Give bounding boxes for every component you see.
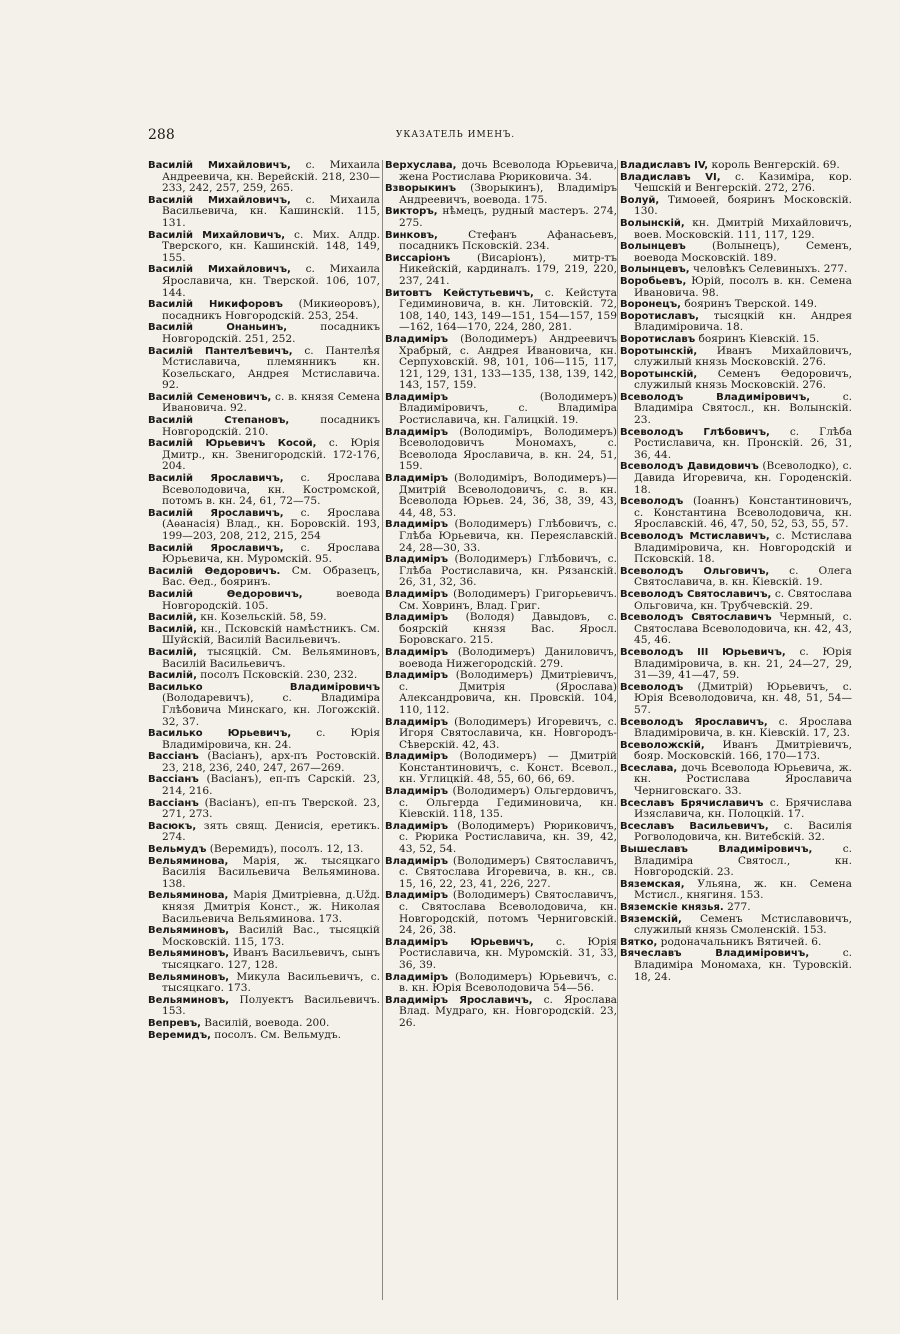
entry-headword: Владиславъ VI, (620, 171, 721, 183)
entry-text: Полуектъ Васильевичъ. 153. (162, 993, 381, 1018)
entry-text: Ульяна, ж. кн. Семена Мстисл., княгиня. 153. (634, 877, 852, 902)
entry-headword: Василій Никифоровъ (148, 299, 283, 311)
entry-headword: Вяземскіе князья. (620, 902, 724, 913)
entry-headword: Всеволодъ Святославичъ, (620, 588, 772, 600)
entry-headword: Василько Юрьевичъ, (148, 728, 292, 740)
entry-headword: Василій Степановъ, (148, 415, 290, 427)
entry-text: бояринъ Кіевскій. 15. (698, 332, 820, 345)
entry-headword: Василій, (148, 623, 197, 635)
entry-text: Иванъ Михайловичъ, служилый князь Московскій. 276. (634, 344, 852, 369)
entry-text: (Іоаннъ) Константиновичъ, с. Константина Всеволодовича, кн. Ярославскій. 46, 47, 50, 52, 53, 55, 57. (634, 495, 852, 531)
entry-text: (Володимеръ) Святославичъ, с. Святослава Всеволодовича, кн. Новгородскій, потомъ Черниговскій. 24, 26, 38. (399, 889, 617, 937)
entry-headword: Владиміръ (385, 519, 449, 531)
index-entry (148, 751, 380, 774)
entry-text: с. Ярослава (Аѳанасія) Влад., кн. Боровскій. 193, 199—203, 208, 212, 215, 254 (162, 506, 380, 542)
entry-headword: Всеславъ Васильевичъ, (620, 820, 769, 832)
index-entry (148, 890, 380, 925)
entry-headword: Вельяминова, (148, 890, 229, 902)
index-columns (148, 160, 868, 1310)
index-column-2 (385, 160, 617, 1030)
entry-text: (Володимеръ) Даниловичъ, воевода Нижегородскій. 279. (399, 645, 617, 670)
index-entry (148, 798, 380, 821)
entry-headword: Всеславъ Брячиславичъ (620, 797, 764, 809)
index-entry (620, 682, 852, 717)
entry-headword: Верхуслава, (385, 160, 457, 171)
entry-text: с. Брячислава Изяславича, кн. Полоцкій. 17. (634, 796, 852, 821)
entry-headword: Вассіанъ (148, 774, 199, 786)
entry-headword: Волуй, (620, 194, 660, 206)
index-entry (620, 427, 852, 462)
entry-headword: Василій Михайловичъ, (148, 160, 291, 171)
entry-headword: Владиміръ (385, 890, 449, 902)
index-entry (385, 392, 617, 427)
entry-text: с. Василія Рогволодовича, кн. Витебскій. 32. (634, 819, 852, 844)
entry-headword: Владиміръ (385, 855, 449, 867)
entry-headword: Вельмудъ (148, 844, 207, 856)
index-entry (620, 798, 852, 821)
entry-text: (Васіанъ), еп-пъ Сарскій. 23, 214, 216. (162, 773, 380, 798)
index-column-1 (148, 160, 380, 1041)
entry-text: (Васіанъ), еп-пъ Тверской. 23, 271, 273. (162, 796, 380, 821)
column-divider (617, 160, 618, 1300)
entry-text: Семенъ Ѳедоровичъ, служилый князь Московскій. 276. (634, 367, 852, 392)
entry-headword: Вячеславъ Владиміровичъ, (620, 948, 810, 960)
entry-headword: Воротиславъ (620, 333, 696, 345)
entry-headword: Веремидъ, (148, 1029, 211, 1041)
index-entry (148, 299, 380, 322)
entry-text: Марія, ж. тысяцкаго Василія Васильевича Вельяминова. 138. (162, 854, 380, 890)
entry-text: (Володимеръ) Рюриковичъ, с. Рюрика Ростиславича, кн. 39, 42, 43, 52, 54. (399, 819, 617, 856)
entry-headword: Владиміръ (385, 588, 449, 600)
index-entry (385, 786, 617, 821)
entry-text: нѣмецъ, рудный мастеръ. 274, 275. (399, 205, 617, 229)
entry-text: (Володимеръ) Владиміровичъ, с. Владиміра Ростиславича, кн. Галицкій. 19. (399, 390, 617, 427)
entry-headword: Владиміръ (385, 786, 449, 798)
entry-headword: Воронецъ, (620, 299, 681, 311)
index-entry (148, 1030, 380, 1042)
entry-text: с. Юрія Владиміровича, кн. 24. (162, 727, 380, 751)
entry-text: с. Юрія Ростиславича, кн. Муромскій. 31, 33, 36, 39. (399, 935, 617, 971)
entry-text: тысяцкій кн. Андрея Владиміровича. 18. (634, 309, 852, 334)
entry-text: (Володаревичъ), с. Владиміра Глѣбовича Минскаго, кн. Логожскій. 32, 37. (162, 692, 380, 728)
index-entry (148, 322, 380, 345)
entry-text: посолъ Псковскій. 230, 232. (200, 669, 358, 682)
entry-headword: Воротынскій, (620, 345, 698, 357)
entry-text: посадникъ Новгородскій. 210. (162, 414, 380, 438)
index-entry (148, 856, 380, 891)
index-entry (385, 288, 617, 334)
entry-text: (Володимеръ) Дмитріевичъ, с. Дмитрія (Ярослава) Александровича, кн. Провскій. 104, 110, 112. (399, 669, 617, 716)
entry-text: (Микиѳоровъ), посадникъ Новгородскій. 253, 254. (162, 298, 380, 322)
index-entry (620, 740, 852, 763)
index-entry (385, 670, 617, 716)
entry-text: кн., Псковскій намѣстникъ. См. Шуйскій, Василій Васильевичъ. (162, 622, 380, 647)
entry-headword: Василій Михайловичъ, (148, 229, 286, 241)
entry-headword: Владиміръ (385, 554, 449, 566)
index-entry (620, 821, 852, 844)
entry-headword: Владиміръ (385, 670, 449, 682)
entry-text: король Венгерскій. 69. (711, 159, 840, 171)
entry-text: (Володимеръ) Глѣбовичъ, с. Глѣба Ростиславича, кн. Рязанскій. 26, 31, 32, 36. (399, 553, 617, 589)
index-entry (148, 972, 380, 995)
entry-headword: Вельяминова, (148, 855, 229, 867)
entry-headword: Волынцевъ (620, 241, 686, 253)
entry-headword: Владиміръ (385, 751, 449, 763)
index-entry (620, 218, 852, 241)
index-entry (148, 670, 380, 682)
entry-text: Тимоѳей, бояринъ Московскій. 130. (634, 193, 852, 218)
entry-text: (Володимеръ) Юрьевичъ, с. в. кн. Юрія Всеволодовича 54—56. (399, 970, 617, 995)
entry-headword: Вассіанъ (148, 797, 199, 809)
index-entry (385, 253, 617, 288)
entry-text: (Володимеръ) Игоревичъ, с. Игоря Святославича, кн. Новгородъ-Сѣверскій. 42, 43. (399, 715, 617, 751)
index-entry (620, 346, 852, 369)
entry-text: с. Олега Святославича, в. кн. Кіевскій. 19. (634, 564, 852, 589)
entry-text: (Васіанъ), арх-пъ Ростовскій. 23, 218, 236, 240, 247, 267—269. (162, 750, 380, 774)
entry-text: с. Ярослава Владиміровича, в. кн. Кіевскій. 17, 23. (634, 715, 852, 740)
entry-text: с. Ярослава Влад. Мудраго, кн. Новгородскій. 23, 26. (399, 993, 617, 1029)
column-divider (382, 160, 383, 1300)
entry-text: родоначальникъ Вятичей. 6. (660, 935, 822, 948)
index-entry (148, 195, 380, 230)
running-title: УКАЗАТЕЛЬ ИМЕНЪ. (395, 130, 516, 140)
entry-headword: Василій Онаньинъ, (148, 322, 288, 334)
entry-text: с. Кейстута Гедиминовича, в. кн. Литовскій. 72, 108, 140, 143, 149—151, 154—157, 159—162, 164—170, 224, 280, 281. (399, 286, 617, 334)
entry-headword: Владиміръ (385, 646, 449, 658)
entry-text: с. Казиміра, кор. Чешскій и Венгерскій. 272, 276. (634, 170, 852, 195)
entry-text: с. Владиміра Мономаха, кн. Туровскій. 18, 24. (634, 947, 852, 983)
index-entry (385, 554, 617, 589)
entry-text: Чермный, с. Святослава Всеволодовича, кн. 42, 43, 45, 46. (634, 611, 852, 647)
entry-text: дочь Всеволода Юрьевича, ж. кн. Ростислава Ярославича Черниговскаго. 33. (634, 761, 852, 798)
entry-text: Микула Васильевичъ, с. тысяцкаго. 173. (162, 970, 381, 995)
entry-headword: Владиміръ (385, 426, 449, 438)
index-entry (620, 879, 852, 902)
entry-headword: Василій Михайловичъ, (148, 264, 291, 276)
index-column-3 (620, 160, 852, 983)
entry-headword: Всеволодъ Ольговичъ, (620, 565, 770, 577)
entry-headword: Вяземская, (620, 878, 685, 890)
entry-text: См. Образецъ, Вас. Ѳед., бояринъ. (162, 564, 380, 589)
entry-text: Василій Вас., тысяцкій Московскій. 115, 173. (162, 924, 380, 948)
entry-headword: Всеволодъ Глѣбовичъ, (620, 426, 770, 438)
entry-text: посадникъ Новгородскій. 251, 252. (162, 321, 380, 345)
entry-headword: Викторъ, (385, 206, 438, 218)
index-entry (148, 728, 380, 751)
index-entry (620, 589, 852, 612)
entry-text: с. Глѣба Ростиславича, кн. Пронскій. 26, 31, 36, 44. (634, 425, 853, 461)
entry-text: с. Ярослава Всеволодовича, кн. Костромской, потомъ в. кн. 24, 61, 72—75. (162, 472, 380, 508)
entry-text: (Володимеръ) Ольгердовичъ, с. Ольгерда Гедиминовича, кн. Кіевскій. 118, 135. (399, 785, 617, 821)
index-entry (148, 392, 380, 415)
entry-text: бояринъ Тверской. 149. (684, 298, 818, 311)
entry-headword: Василій Михайловичъ, (148, 194, 291, 206)
entry-text: Стефанъ Афанасьевъ, посадникъ Псковскій. 234. (399, 228, 617, 253)
entry-headword: Вельяминовъ, (148, 948, 230, 960)
entry-headword: Всеслава, (620, 762, 678, 774)
index-entry (148, 624, 380, 647)
index-entry (148, 566, 380, 589)
index-entry (385, 230, 617, 253)
index-entry (620, 844, 852, 879)
index-entry (385, 821, 617, 856)
index-entry (620, 531, 852, 566)
entry-text: (Володимеръ) Григорьевичъ. См. Ховринъ, Влад. Григ. (399, 587, 618, 612)
index-entry (620, 461, 852, 496)
entry-headword: Взворыкинъ (385, 183, 457, 195)
index-entry (620, 763, 852, 798)
entry-headword: Вятко, (620, 936, 658, 948)
entry-text: с. Святослава Ольговича, кн. Трубчевскій. 29. (634, 587, 852, 612)
index-entry (620, 566, 852, 589)
index-entry (620, 195, 852, 218)
entry-headword: Витовтъ Кейстутьевичъ, (385, 287, 534, 299)
entry-headword: Всеволожскій, (620, 739, 705, 751)
entry-headword: Воротынскій, (620, 368, 698, 380)
entry-text: (Дмитрій) Юрьевичъ, с. Юрія Всеволодовича, кн. 48, 51, 54—57. (634, 680, 852, 716)
index-entry (620, 717, 852, 740)
index-entry (620, 241, 852, 264)
entry-text: Семенъ Мстиславовичъ, служилый князь Смоленскій. 153. (634, 912, 853, 937)
entry-headword: Василій Пантелѣевичъ, (148, 345, 293, 357)
entry-text: с. Ярослава Юрьевича, кн. Муромскій. 95. (162, 541, 380, 566)
index-entry (148, 589, 380, 612)
index-entry (385, 972, 617, 995)
entry-headword: Воробьевъ, (620, 275, 687, 287)
index-entry (385, 612, 617, 647)
entry-text: Иванъ Дмитріевичъ, бояр. Московскій. 166, 170—173. (634, 738, 852, 763)
entry-headword: Волынскій, (620, 217, 685, 229)
entry-text: 277. (727, 901, 751, 913)
entry-text: с. Юрія Дмитр., кн. Звенигородскій. 172-176, 204. (162, 437, 380, 473)
entry-text: (Володимеръ) Святославичъ, с. Святослава Игоревича, в. кн., св. 15, 16, 22, 23, 41, 226, 227. (399, 854, 617, 890)
entry-text: (Володиміръ, Володимеръ) Всеволодовичъ Мономахъ, с. Всеволода Ярославича, в. кн. 24, 51, 159. (399, 425, 618, 473)
entry-headword: Василько Владиміровичъ (148, 681, 380, 693)
entry-headword: Вепревъ, (148, 1017, 201, 1029)
index-entry (385, 183, 617, 206)
index-entry (385, 589, 617, 612)
index-entry (385, 937, 617, 972)
entry-text: с. Владиміра Святосл., кн. Новгородскій. 23. (634, 843, 852, 879)
entry-text: кн. Козельскій. 58, 59. (200, 611, 327, 624)
entry-text: (Володимеръ) Андреевичъ Храбрый, с. Андрея Ивановича, кн. Серпуховскій. 98, 101, 106—115, 117, 121, 129, 131, 133—135, 138, 139, 142, 143, 157, 159. (399, 332, 617, 392)
entry-headword: Воротиславъ, (620, 310, 699, 322)
entry-text: (Володиміръ, Володимеръ)—Дмитрій Всеволодовичъ, с. в. кн. Всеволода Юрьев. 24, 36, 38, 39, 43, 44, 48, 53. (399, 472, 618, 519)
entry-headword: Всеволодъ Святославичъ (620, 612, 772, 624)
entry-text: с. Михаила Андреевича, кн. Верейскій. 218, 230—233, 242, 257, 259, 265. (162, 159, 380, 195)
entry-headword: Василій Юрьевичъ Косой, (148, 438, 317, 450)
entry-text: (Висаріонъ), митр-тъ Никейскій, кардиналъ. 179, 219, 220, 237, 241. (399, 251, 617, 287)
entry-headword: Василій, (148, 670, 197, 682)
index-entry (385, 751, 617, 786)
index-entry (385, 890, 617, 936)
index-entry (620, 647, 852, 682)
entry-headword: Винковъ, (385, 229, 438, 241)
entry-headword: Владиміръ Ярославичъ, (385, 994, 533, 1006)
index-entry (620, 496, 852, 531)
entry-text: с. Михаила Ярославича, кн. Тверской. 106, 107, 144. (162, 263, 380, 299)
entry-text: с. Мих. Алдр. Тверского, кн. Кашинскій. 148, 149, 155. (162, 228, 380, 264)
index-entry (148, 230, 380, 265)
entry-text: Марія Дмитріевна, д.Užд. князя Дмитрія Конст., ж. Николая Васильевича Вельяминова. 173. (162, 889, 380, 925)
entry-headword: Василій Ярославичъ, (148, 542, 284, 554)
entry-text: с. Михаила Васильевича, кн. Кашинскій. 115, 131. (162, 193, 380, 229)
entry-text: (Зворыкинъ), Владиміръ Андреевичъ, воевода. 175. (399, 182, 617, 206)
entry-text: Василій, воевода. 200. (204, 1016, 330, 1029)
entry-text: зять свящ. Денисія, еретикъ. 274. (162, 819, 380, 844)
entry-headword: Владиславъ IV, (620, 160, 709, 171)
index-entry (148, 774, 380, 797)
index-entry (148, 821, 380, 844)
index-entry (620, 914, 852, 937)
index-entry (148, 508, 380, 543)
entry-headword: Всеволодъ Владиміровичъ, (620, 391, 811, 403)
entry-headword: Волынцевъ, (620, 264, 690, 276)
entry-headword: Владиміръ (385, 391, 449, 403)
index-entry (148, 346, 380, 392)
index-entry (385, 717, 617, 752)
index-entry (385, 427, 617, 473)
entry-text: тысяцкій. См. Вельяминовъ, Василій Васильевичъ. (162, 645, 380, 670)
entry-text: с. Пантелѣя Мстиславича, племянникъ кн. Козельскаго, Андрея Мстиславича. 92. (162, 344, 380, 392)
entry-text: с. Владиміра Святосл., кн. Волынскій. 23. (634, 390, 852, 427)
index-entry (148, 647, 380, 670)
page-header (148, 127, 763, 145)
entry-headword: Владиміръ (385, 820, 449, 832)
entry-text: (Волынецъ), Семенъ, воевода Московскій. 189. (634, 240, 853, 264)
index-entry (385, 995, 617, 1030)
entry-headword: Василій Семеновичъ, (148, 391, 272, 403)
entry-text: Юрій, посолъ в. кн. Семена Ивановича. 98. (634, 274, 852, 299)
entry-headword: Владиміръ (385, 473, 449, 485)
index-entry (148, 264, 380, 299)
entry-headword: Владиміръ (385, 971, 449, 983)
entry-text: кн. Дмитрій Михайловичъ, воев. Московскій. 111, 117, 129. (634, 216, 852, 241)
entry-text: (Володимеръ) Глѣбовичъ, с. Глѣба Юрьевича, кн. Переяславскій. 24, 28—30, 33. (399, 518, 617, 554)
index-entry (148, 438, 380, 473)
index-entry (385, 206, 617, 229)
index-entry (620, 948, 852, 983)
entry-headword: Василій Ярославичъ, (148, 507, 284, 519)
entry-text: дочь Всеволода Юрьевича, жена Ростислава Рюриковича. 34. (399, 159, 617, 183)
entry-headword: Василій Ѳедоровичъ. (148, 565, 281, 577)
entry-text: (Веремидъ), посолъ. 12, 13. (209, 843, 364, 856)
entry-headword: Василій Ѳедоровичъ, (148, 588, 303, 600)
entry-text: с. Юрія Владиміровича, в. кн. 21, 24—27, 29, 31—39, 41—47, 59. (634, 645, 852, 682)
entry-headword: Владиміръ (385, 333, 449, 345)
entry-headword: Вельяминовъ, (148, 971, 230, 983)
entry-headword: Василій, (148, 612, 197, 624)
entry-headword: Вяземскій, (620, 913, 682, 925)
index-entry (620, 276, 852, 299)
index-entry (385, 473, 617, 519)
index-entry (385, 334, 617, 392)
entry-headword: Васюкъ, (148, 820, 197, 832)
index-entry (385, 519, 617, 554)
index-entry (148, 925, 380, 948)
index-entry (148, 160, 380, 195)
index-entry (385, 160, 617, 183)
entry-headword: Василій Ярославичъ, (148, 473, 284, 485)
index-entry (148, 948, 380, 971)
entry-headword: Вельяминовъ, (148, 994, 230, 1006)
index-entry (148, 415, 380, 438)
entry-headword: Виссаріонъ (385, 252, 451, 264)
entry-text: с. Мстислава Владиміровича, кн. Новгородскій и Псковскій. 18. (634, 530, 852, 566)
entry-text: воевода Новгородскій. 105. (162, 587, 380, 612)
entry-text: Иванъ Васильевичъ, сынъ тысяцкаго. 127, 128. (162, 947, 380, 971)
entry-headword: Владиміръ (385, 612, 449, 624)
index-entry (148, 473, 380, 508)
entry-text: человѣкъ Селевиныхъ. 277. (692, 263, 848, 276)
entry-headword: Вассіанъ (148, 751, 199, 763)
entry-headword: Всеволодъ Ярославичъ, (620, 716, 768, 728)
entry-headword: Всеволодъ III Юрьевичъ, (620, 646, 786, 658)
entry-text: (Всеволодко), с. Давида Игоревича, кн. Городенскій. 18. (634, 460, 852, 496)
entry-headword: Всеволодъ Мстиславичъ, (620, 531, 770, 542)
entry-headword: Вышеславъ Владиміровичъ, (620, 844, 813, 856)
entry-text: посолъ. См. Вельмудъ. (214, 1028, 341, 1041)
index-entry (148, 682, 380, 728)
entry-headword: Владиміръ Юрьевичъ, (385, 936, 534, 948)
entry-headword: Вельяминовъ, (148, 925, 230, 937)
entry-headword: Всеволодъ Давидовичъ (620, 461, 759, 473)
index-entry (620, 172, 852, 195)
entry-headword: Василій, (148, 646, 197, 658)
entry-headword: Всеволодъ (620, 681, 684, 693)
index-entry (620, 612, 852, 647)
entry-text: с. в. князя Семена Ивановича. 92. (162, 390, 380, 415)
index-entry (620, 392, 852, 427)
index-entry (620, 369, 852, 392)
entry-text: (Володимеръ) — Дмитрій Константиновичъ, с. Конст. Всевол., кн. Углицкій. 48, 55, 60, 66, 69. (399, 750, 617, 786)
page-number: 288 (148, 127, 175, 143)
index-entry (148, 995, 380, 1018)
entry-headword: Всеволодъ (620, 496, 684, 508)
index-entry (385, 647, 617, 670)
entry-text: (Володя) Давыдовъ, с. боярскій князя Вас. Яросл. Боровскаго. 215. (399, 611, 617, 647)
index-entry (620, 311, 852, 334)
index-entry (148, 543, 380, 566)
entry-headword: Владиміръ (385, 716, 449, 728)
index-entry (385, 856, 617, 891)
